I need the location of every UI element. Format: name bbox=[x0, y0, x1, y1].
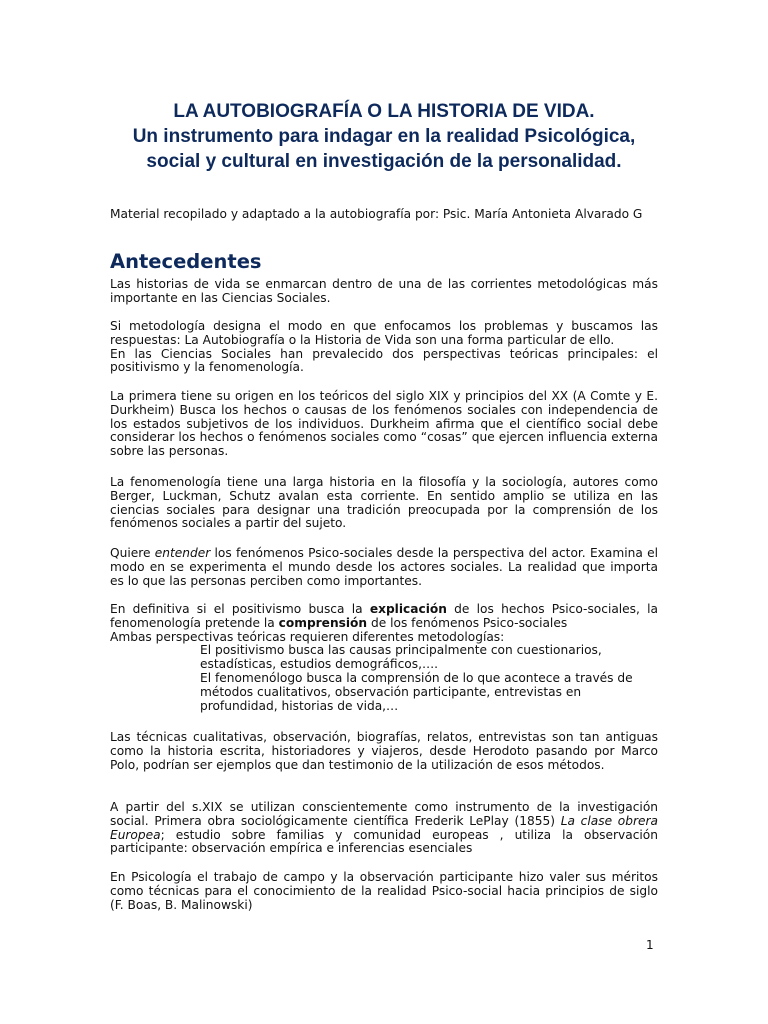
paragraph-2a: Si metodología designa el modo en que enfocamos los problemas y buscamos las respuestas: La Autobiografía o la Historia de Vida son una forma particular de ello. bbox=[110, 319, 658, 347]
section-heading: Antecedentes bbox=[110, 250, 262, 273]
p6-explicacion: explicación bbox=[369, 602, 447, 616]
p6-a: En definitiva si el positivismo busca la bbox=[110, 602, 370, 616]
paragraph-1: Las historias de vida se enmarcan dentro de una de las corrientes metodológicas más importante en las Ciencias Sociales. bbox=[110, 277, 658, 305]
title-line-3: social y cultural en investigación de la personalidad. bbox=[146, 151, 622, 172]
indented-fenomenologo: El fenomenólogo busca la comprensión de lo que acontece a través de métodos cualitativos, observación participante, entrevistas en profundidad, historias de vida,… bbox=[200, 670, 633, 713]
paragraph-7: Las técnicas cualitativas, observación, biografías, relatos, entrevistas son tan antiguas como la historia escrita, historiadores y viajeros, desde Herodoto pasando por Marco Polo, podrían ser ejemplos que dan testimonio de la utilización de esos métodos. bbox=[110, 730, 658, 772]
paragraph-9: En Psicología el trabajo de campo y la observación participante hizo valer sus méritos como técnicas para el conocimiento de la realidad Psico-social hacia principios de siglo (F. Boas, B. Malinowski) bbox=[110, 870, 658, 912]
p8-a: A partir del s.XIX se utilizan conscientemente como instrumento de la investigación social. Primera obra sociológicamente científica Frederik LePlay (1855) bbox=[110, 800, 658, 828]
page-number: 1 bbox=[646, 938, 654, 952]
paragraph-6 bbox=[110, 603, 658, 713]
paragraph-5 bbox=[110, 547, 658, 588]
p6-line-2: Ambas perspectivas teóricas requieren diferentes metodologías: bbox=[110, 629, 505, 644]
p6-comprension: comprensión bbox=[278, 615, 368, 630]
title-line-1: LA AUTOBIOGRAFÍA O LA HISTORIA DE VIDA. bbox=[173, 101, 595, 122]
paragraph-2 bbox=[110, 320, 658, 375]
p8-b: ; estudio sobre familias y comunidad europeas , utiliza la observación participante: observación empírica e inferencias esenciales bbox=[110, 827, 658, 856]
paragraph-8 bbox=[110, 801, 658, 856]
paragraph-3: La primera tiene su origen en los teóricos del siglo XIX y principios del XX (A Comte y E. Durkheim) Busca los hechos o causas de los fenómenos sociales con independencia de los estados subjetivos de los individuos. Durkheim afirma que el científico social debe considerar los hechos o fenómenos sociales como “cosas” que ejercen influencia externa sobre las personas. bbox=[110, 389, 658, 459]
indented-positivismo: El positivismo busca las causas principalmente con cuestionarios, estadísticas, estudios demográficos,…. bbox=[200, 643, 602, 672]
document-title bbox=[100, 99, 668, 174]
p6-c: de los hechos Psico-sociales, la fenomenología pretende la bbox=[110, 602, 659, 630]
p8-emphasis: La clase obrera Europea bbox=[110, 813, 658, 842]
p5-post: los fenómenos Psico-sociales desde la perspectiva del actor. Examina el modo en se experimenta el mundo desde los actores sociales. La realidad que importa es lo que las personas perciben como importantes. bbox=[110, 546, 658, 588]
paragraph-4: La fenomenología tiene una larga historia en la filosofía y la sociología, autores como Berger, Luckman, Schutz avalan esta corriente. En sentido amplio se utiliza en las ciencias sociales para designar una tradición preocupada por la comprensión de los fenómenos sociales a partir del sujeto. bbox=[110, 475, 658, 531]
p5-pre: Quiere bbox=[110, 546, 155, 560]
paragraph-2b: En las Ciencias Sociales han prevalecido dos perspectivas teóricas principales: el positivismo y la fenomenología. bbox=[110, 346, 658, 375]
credit-paragraph: Material recopilado y adaptado a la autobiografía por: Psic. María Antonieta Alvarado G bbox=[110, 207, 643, 221]
p5-emphasis: entender bbox=[154, 546, 211, 560]
title-line-2: Un instrumento para indagar en la realidad Psicológica, bbox=[132, 126, 636, 147]
p6-e: de los fenómenos Psico-sociales bbox=[367, 615, 568, 630]
